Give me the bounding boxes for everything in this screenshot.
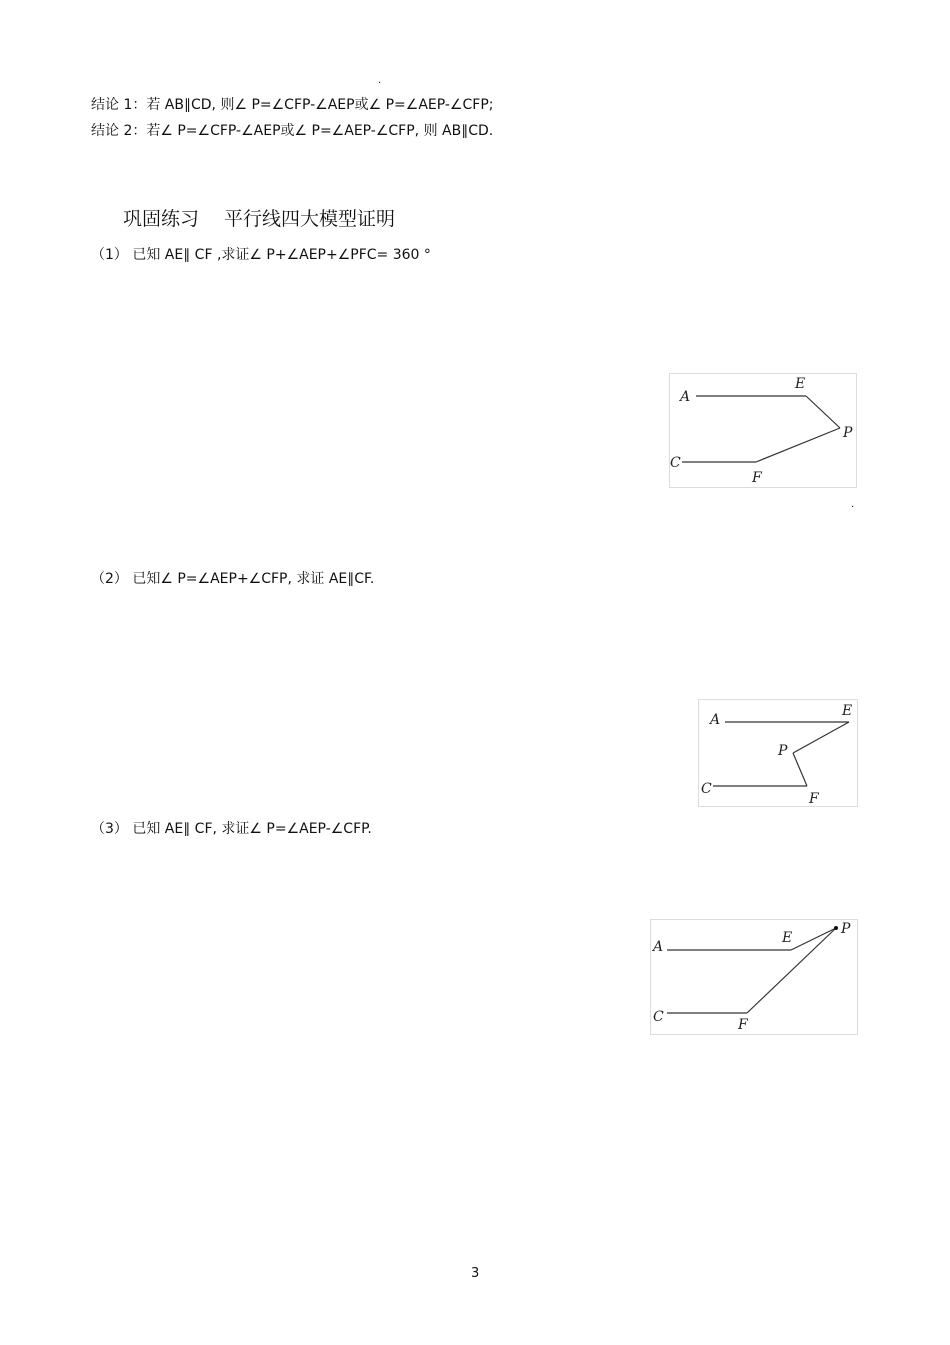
label-e: E xyxy=(782,930,793,946)
label-f: F xyxy=(809,791,819,806)
label-p: P xyxy=(778,743,788,759)
problem-2-text: （2） 已知∠ P=∠AEP+∠CFP, 求证 AE∥CF. xyxy=(91,571,375,587)
label-p: P xyxy=(843,425,853,441)
label-f: F xyxy=(738,1017,748,1033)
trailing-dot: . xyxy=(851,499,855,510)
conclusion-2: 结论 2：若∠ P=∠CFP-∠AEP或∠ P=∠AEP-∠CFP, 则 AB∥CD. xyxy=(91,123,494,139)
line-pf xyxy=(756,428,840,462)
label-a: A xyxy=(680,389,691,405)
problem-3-figure xyxy=(650,919,858,1035)
problem-3-text: （3） 已知 AE∥ CF, 求证∠ P=∠AEP-∠CFP. xyxy=(91,821,372,837)
label-a: A xyxy=(653,939,664,955)
line-ep xyxy=(793,722,849,753)
problem-2-figure xyxy=(698,699,858,807)
label-a: A xyxy=(710,712,721,728)
label-e: E xyxy=(842,703,853,719)
line-ep xyxy=(791,928,836,950)
line-pf xyxy=(793,753,807,786)
line-ep xyxy=(806,396,840,428)
label-p: P xyxy=(841,921,851,937)
label-c: C xyxy=(653,1009,664,1025)
page-number: 3 xyxy=(471,1266,480,1281)
header-dot: . xyxy=(378,75,382,86)
label-f: F xyxy=(752,470,762,486)
label-c: C xyxy=(670,455,681,471)
conclusion-1: 结论 1：若 AB∥CD, 则∠ P=∠CFP-∠AEP或∠ P=∠AEP-∠CFP; xyxy=(91,97,494,113)
section-title: 巩固练习 平行线四大模型证明 xyxy=(123,208,396,230)
problem-1-text: （1） 已知 AE∥ CF ,求证∠ P+∠AEP+∠PFC= 360 ° xyxy=(91,247,431,263)
label-c: C xyxy=(701,781,712,797)
problem-1-figure xyxy=(669,373,857,488)
point-p xyxy=(834,926,838,930)
label-e: E xyxy=(795,376,806,392)
